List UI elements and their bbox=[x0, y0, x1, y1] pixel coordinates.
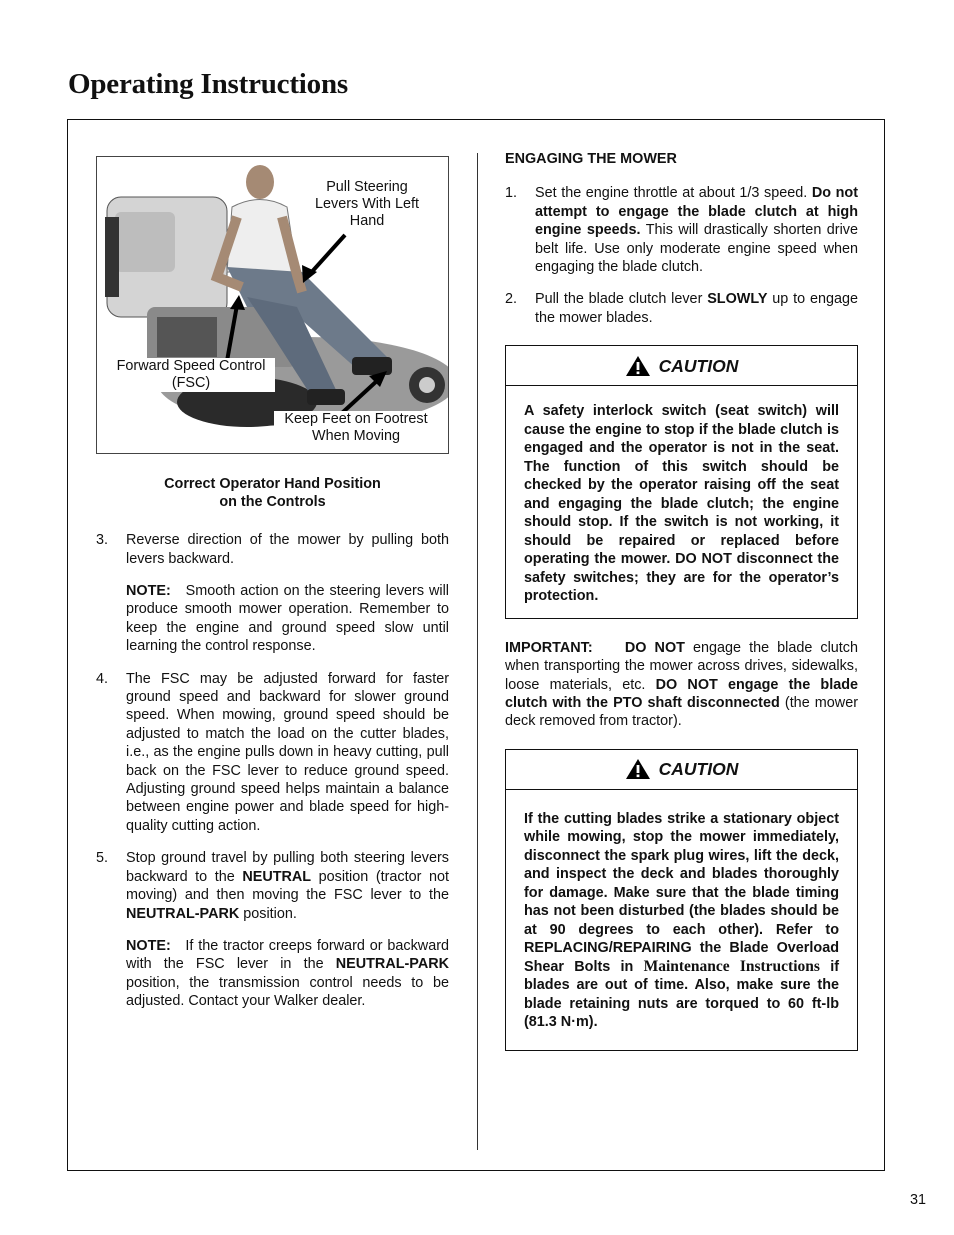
caution-label: CAUTION bbox=[658, 759, 739, 780]
column-divider bbox=[477, 153, 478, 1150]
list-item-5 bbox=[96, 849, 449, 923]
emphasis-slowly: SLOWLY bbox=[707, 291, 768, 308]
list-item-2 bbox=[505, 290, 858, 327]
emphasis-warning: Do not attempt to engage the blade clutch at high engine speeds. bbox=[535, 185, 858, 239]
caution-label: CAUTION bbox=[658, 355, 739, 376]
note-text: Smooth action on the steering levers will produce smooth mower operation. Remember to keep the engine and ground speed slow until learning the control response. bbox=[126, 583, 449, 655]
caution-box-blade-strike bbox=[505, 749, 858, 1051]
caution-text: A safety interlock switch (seat switch) will cause the engine to stop if the blade clutch is engaged and the operator is not in the seat. The function of this switch should be checked by the operator raising off the seat and engaging the blade clutch; the engine should stop. If the switch is not working, it should be repaired or replaced before operating the mower. DO NOT disconnect the safety switches; they are for the operator’s protection. bbox=[524, 403, 839, 605]
list-number: 3. bbox=[96, 532, 109, 549]
list-text: position. bbox=[239, 905, 297, 922]
caution-text-part: If the cutting blades strike a stationary object while mowing, stop the mower immediately, disconnect the spark plug wires, lift the deck, and inspect the deck and blades thoroughly for damage. Make sure that the blade timing has not been disturbed (the blades should be at 90 degrees to each other). Refer to REPLACING/REPAIRING the Blade Overload Shear Bolts in bbox=[524, 810, 839, 975]
list-text: position (tractor not moving) and then moving the FSC lever to the bbox=[126, 868, 449, 904]
section-heading: ENGAGING THE MOWER bbox=[505, 151, 677, 167]
list-text: Pull the blade clutch lever bbox=[535, 291, 708, 308]
note-label: NOTE: bbox=[126, 937, 171, 954]
maintenance-reference: Maintenance Instructions bbox=[643, 957, 820, 975]
note-text: If the tractor creeps forward or backward with the FSC lever in the bbox=[126, 937, 449, 973]
emphasis-neutral: NEUTRAL bbox=[242, 868, 312, 885]
photo-label-pull-levers: Pull Steering Levers With Left Hand bbox=[315, 179, 419, 229]
list-number: 4. bbox=[96, 670, 109, 687]
list-number: 5. bbox=[96, 850, 109, 867]
list-item-4 bbox=[96, 670, 449, 836]
important-note bbox=[505, 639, 858, 731]
list-text: The FSC may be adjusted forward for faster ground speed and backward for slower ground speed. When mowing, ground speed should be adjusted to match the load on the cutter blades, i.e., as the engine pulls down in heavy cutting, pull back on the FSC lever to reduce ground speed. Adjusting ground speed helps maintain a balance between engine power and blade speed for high-quality cutting action. bbox=[126, 670, 449, 834]
note-3 bbox=[96, 582, 449, 656]
note-label: NOTE: bbox=[126, 583, 171, 599]
caution-text bbox=[506, 790, 857, 1050]
photo-caption-line1: Correct Operator Hand Position bbox=[164, 476, 381, 492]
list-item-1 bbox=[505, 184, 858, 276]
emphasis-neutral-park: NEUTRAL-PARK bbox=[126, 905, 240, 922]
list-text: up to engage the mower blades. bbox=[535, 291, 858, 326]
important-text: engage the blade clutch when transporting the mower across drives, sidewalks, loose materials, etc. bbox=[505, 639, 858, 693]
photo-label-fsc: Forward Speed Control (FSC) bbox=[107, 358, 275, 392]
operator-photo bbox=[96, 156, 449, 454]
photo-caption-line2: on the Controls bbox=[219, 493, 326, 510]
page-number: 31 bbox=[909, 1192, 926, 1208]
important-label: IMPORTANT: bbox=[505, 639, 593, 656]
caution-header bbox=[506, 346, 857, 386]
emphasis-do-not: DO NOT bbox=[624, 639, 685, 656]
left-column bbox=[96, 156, 449, 1011]
caution-header bbox=[506, 750, 857, 790]
emphasis-neutral-park: NEUTRAL-PARK bbox=[335, 956, 449, 973]
page-title: Operating Instructions bbox=[68, 68, 348, 100]
list-text: Set the engine throttle at about 1/3 speed. bbox=[535, 185, 812, 202]
photo-label-keep-feet: Keep Feet on Footrest When Moving bbox=[274, 411, 438, 445]
right-column bbox=[505, 150, 858, 1051]
emphasis-pto: DO NOT engage the blade clutch with the PTO shaft disconnected bbox=[505, 676, 858, 711]
warning-triangle-icon bbox=[625, 758, 651, 780]
list-text: This will drastically shorten drive belt life. Use only moderate engine speed when engaging the blade clutch. bbox=[535, 222, 858, 276]
note-text: position, the transmission control needs to be adjusted. Contact your Walker dealer. bbox=[126, 974, 449, 1010]
list-number: 2. bbox=[505, 291, 518, 308]
note-5 bbox=[96, 937, 449, 1011]
important-text: (the mower deck removed from tractor). bbox=[505, 694, 858, 730]
caution-box-seat-switch bbox=[505, 345, 858, 619]
list-item-3 bbox=[96, 531, 449, 568]
list-text: Reverse direction of the mower by pulling both levers backward. bbox=[126, 532, 449, 567]
warning-triangle-icon bbox=[625, 355, 651, 377]
list-number: 1. bbox=[505, 185, 518, 202]
caution-text-part: if blades are out of time. Also, make sure the blade retaining nuts are torqued to 60 ft-lb (81.3 N·m). bbox=[524, 958, 839, 1031]
list-text: Stop ground travel by pulling both steering levers backward to the bbox=[126, 850, 449, 885]
photo-caption bbox=[96, 476, 449, 511]
